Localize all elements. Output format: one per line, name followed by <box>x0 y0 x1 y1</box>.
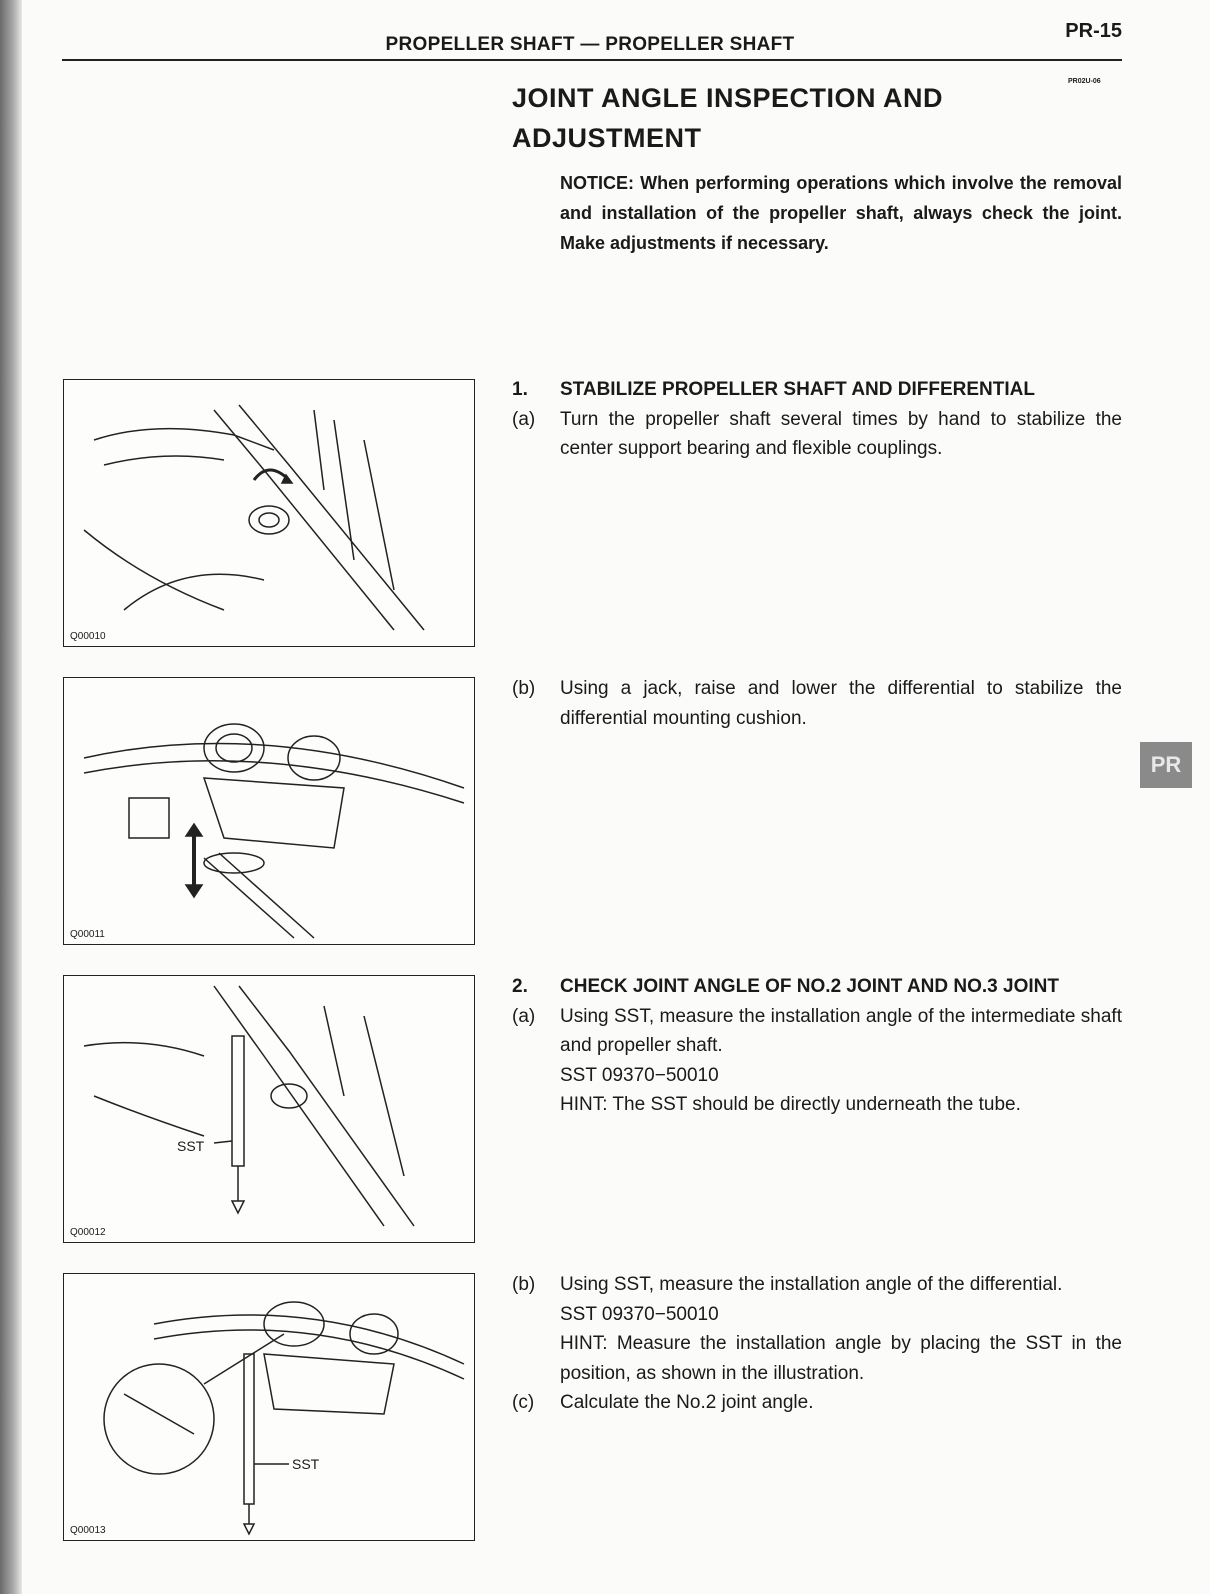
sub-label: (b) <box>512 1274 536 1295</box>
figure-sst-differential <box>63 1273 475 1541</box>
page-number: PR-15 <box>1065 20 1122 42</box>
illustration-sst-differential <box>64 1274 474 1540</box>
figure-propeller-shaft-turn <box>63 379 475 647</box>
hint: HINT: The SST should be directly underneath the tube. <box>560 1094 1021 1115</box>
page-edge-shadow <box>0 0 22 1594</box>
step-number: 1. <box>512 379 528 400</box>
figure-id: Q00013 <box>70 1525 106 1536</box>
figure-id: Q00011 <box>70 929 105 940</box>
section-title <box>512 78 943 158</box>
step-1b <box>512 674 1122 733</box>
section-title-line2: ADJUSTMENT <box>512 123 702 153</box>
header-rule <box>62 59 1122 61</box>
sst-number: SST 09370−50010 <box>560 1303 719 1325</box>
section-tab-pr: PR <box>1140 742 1192 788</box>
illustration-differential <box>64 678 474 944</box>
figure-id: Q00012 <box>70 1227 106 1238</box>
figure-sst-shaft <box>63 975 475 1243</box>
illustration-sst-shaft <box>64 976 474 1242</box>
illustration-shaft <box>64 380 474 646</box>
sub-text: Calculate the No.2 joint angle. <box>560 1392 814 1413</box>
step-1 <box>512 375 1122 464</box>
step-number: 2. <box>512 976 528 997</box>
sst-number: SST 09370−50010 <box>560 1064 719 1086</box>
sst-callout: SST <box>177 1138 205 1154</box>
step-2 <box>512 972 1122 1120</box>
sub-text: Using SST, measure the installation angle of the differential. <box>560 1274 1063 1295</box>
step-title: CHECK JOINT ANGLE OF NO.2 JOINT AND NO.3 JOINT <box>560 976 1059 997</box>
sub-label: (b) <box>512 678 536 699</box>
sub-text: Turn the propeller shaft several times by hand to stabilize the center support bearing and flexible couplings. <box>560 408 1122 459</box>
sst-callout: SST <box>292 1456 320 1472</box>
sub-text: Using a jack, raise and lower the differential to stabilize the differential mounting cushion. <box>560 678 1122 729</box>
sub-text: Using SST, measure the installation angle of the intermediate shaft and propeller shaft. <box>560 1005 1122 1056</box>
notice: NOTICE: When performing operations which involve the removal and installation of the propeller shaft, always check the joint. Make adjustments if necessary. <box>560 173 1122 253</box>
sub-label: (a) <box>512 1005 536 1027</box>
sub-label: (a) <box>512 408 536 430</box>
step-title: STABILIZE PROPELLER SHAFT AND DIFFERENTIAL <box>560 379 1035 400</box>
figure-id: Q00010 <box>70 631 106 642</box>
hint: HINT: Measure the installation angle by placing the SST in the position, as shown in the illustration. <box>560 1333 1122 1384</box>
running-header: PROPELLER SHAFT — PROPELLER SHAFT <box>385 34 795 55</box>
doc-code: PR02U-06 <box>1068 78 1101 85</box>
figure-differential-jack <box>63 677 475 945</box>
step-2b <box>512 1270 1122 1418</box>
section-title-line1: JOINT ANGLE INSPECTION AND <box>512 83 944 113</box>
sub-label: (c) <box>512 1392 535 1413</box>
